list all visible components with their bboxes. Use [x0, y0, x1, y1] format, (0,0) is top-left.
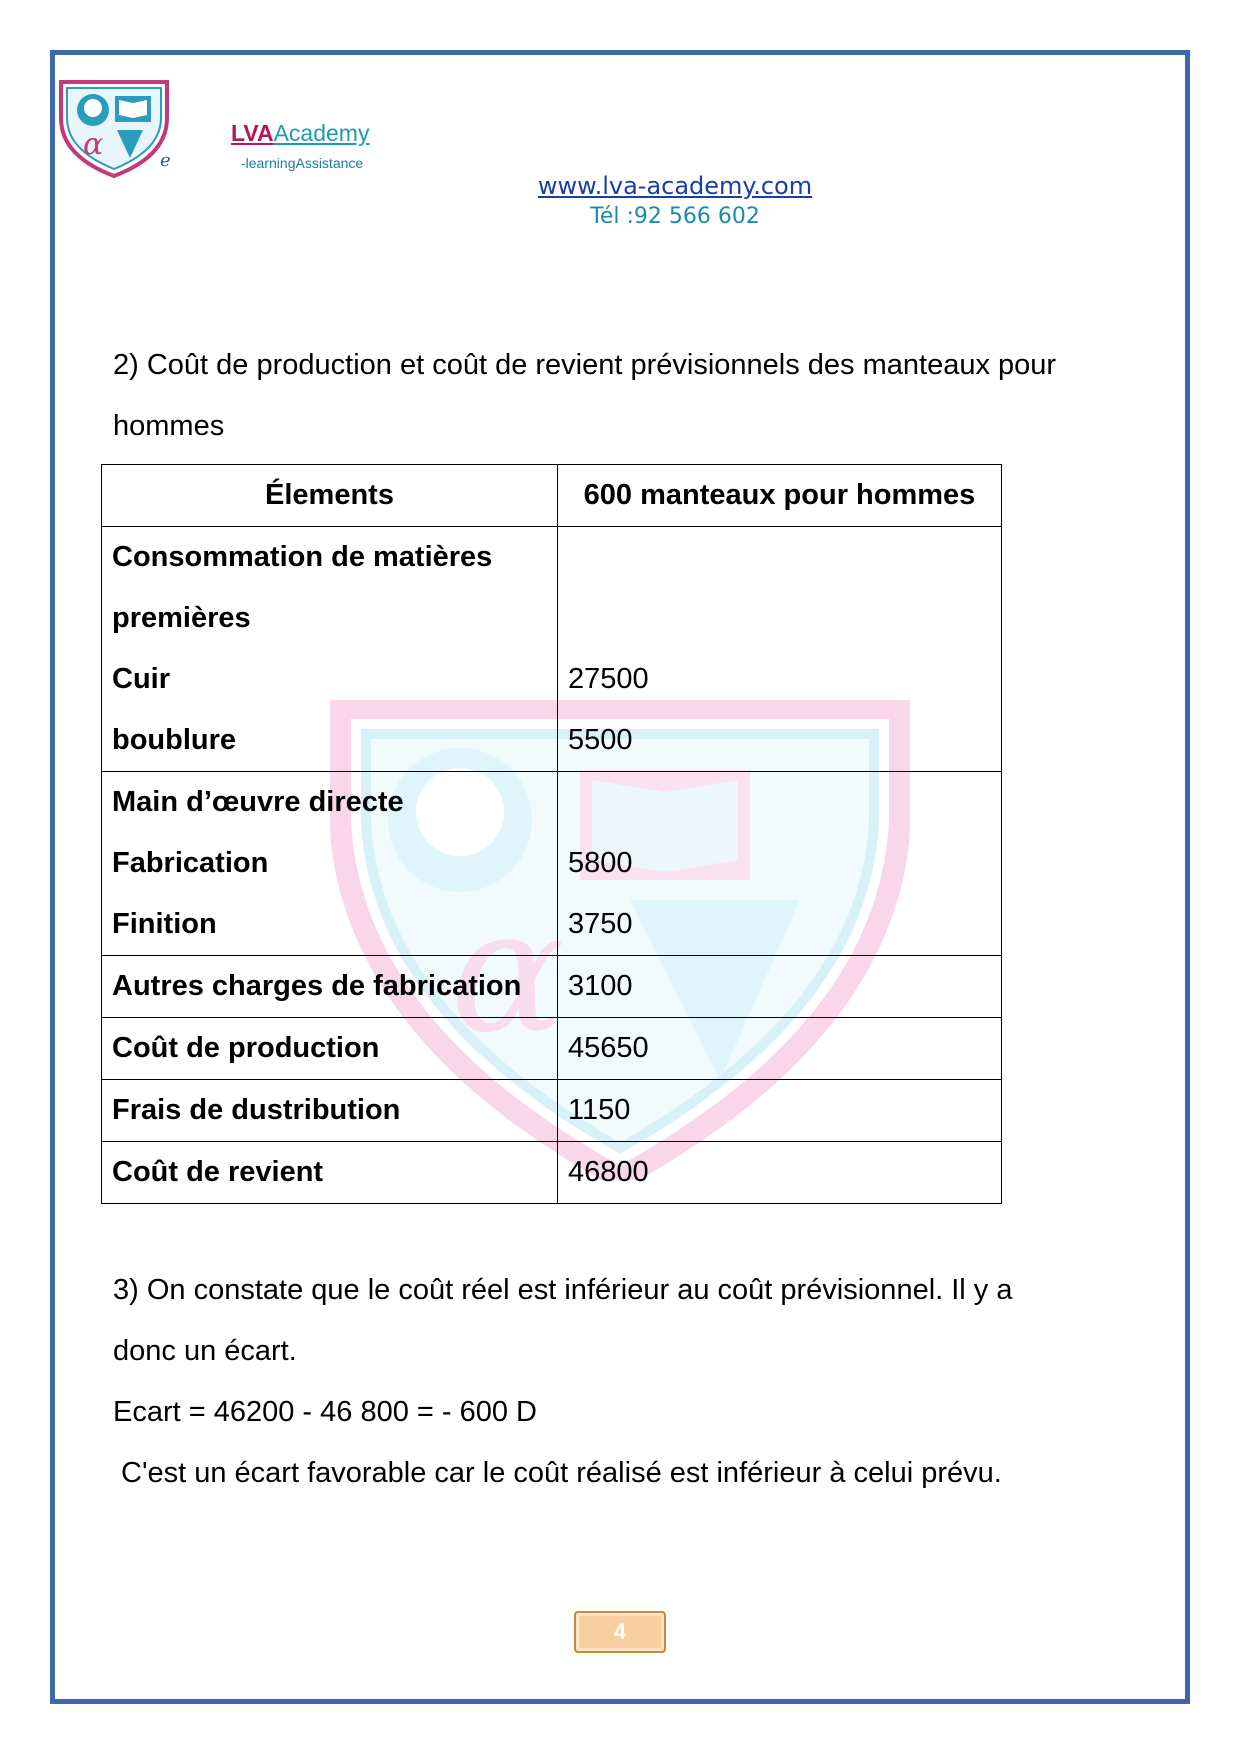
section-3-line-3: Ecart = 46200 - 46 800 = - 600 D [113, 1396, 537, 1428]
row-label: Coût de production [112, 1032, 380, 1064]
row-label: Main d’œuvre directe [112, 786, 404, 818]
section-3-line-4: C'est un écart favorable car le coût réalisé est inférieur à celui prévu. [121, 1457, 1002, 1489]
section-2-intro: 2) Coût de production et coût de revient prévisionnels des manteaux pour hommes [113, 349, 1057, 442]
page-number: 4 [574, 1611, 666, 1653]
row-value: 27500 [568, 663, 649, 695]
row-value: 45650 [568, 1032, 649, 1064]
phone-number: Tél :92 566 602 [590, 204, 760, 229]
svg-text:α: α [450, 873, 565, 1071]
table-header-elements: Élements [102, 465, 558, 527]
row-label: Frais de dustribution [112, 1094, 401, 1126]
row-label: Consommation de matières [112, 541, 493, 573]
row-label: Autres charges de fabrication [112, 970, 522, 1002]
row-label: Coût de revient [112, 1156, 324, 1188]
row-label: Cuir [112, 663, 170, 695]
brand-lva: LVA [231, 120, 274, 146]
logo-e-letter: e [160, 150, 171, 171]
row-value [568, 527, 991, 588]
website-link[interactable]: www.lva-academy.com [537, 172, 813, 200]
row-value [568, 588, 991, 649]
table-row [102, 1080, 1002, 1142]
row-value: 46800 [568, 1156, 649, 1188]
table-row [102, 1018, 1002, 1080]
cost-table [101, 464, 1002, 1204]
row-value: 5800 [568, 847, 633, 879]
row-label: boublure [112, 724, 237, 756]
row-label: Fabrication [112, 847, 269, 879]
row-value: 3750 [568, 908, 633, 940]
row-label: premières [112, 602, 251, 634]
row-label: Finition [112, 908, 217, 940]
table-row [102, 1142, 1002, 1204]
table-row [102, 772, 1002, 956]
table-row [102, 527, 1002, 772]
section-3-line-1: 3) On constate que le coût réel est inférieur au coût prévisionnel. Il y a [113, 1274, 1013, 1306]
svg-text:α: α [83, 127, 104, 162]
table-header-row [102, 465, 1002, 527]
section-3-line-2: donc un écart. [113, 1335, 297, 1367]
row-value [568, 772, 991, 833]
row-value: 1150 [568, 1094, 631, 1126]
brand-tagline: -learningAssistance [241, 155, 364, 171]
table-row [102, 956, 1002, 1018]
brand-academy: Academy [273, 120, 370, 146]
row-value: 3100 [568, 970, 633, 1002]
row-value: 5500 [568, 724, 633, 756]
table-header-coats: 600 manteaux pour hommes [558, 465, 1002, 527]
